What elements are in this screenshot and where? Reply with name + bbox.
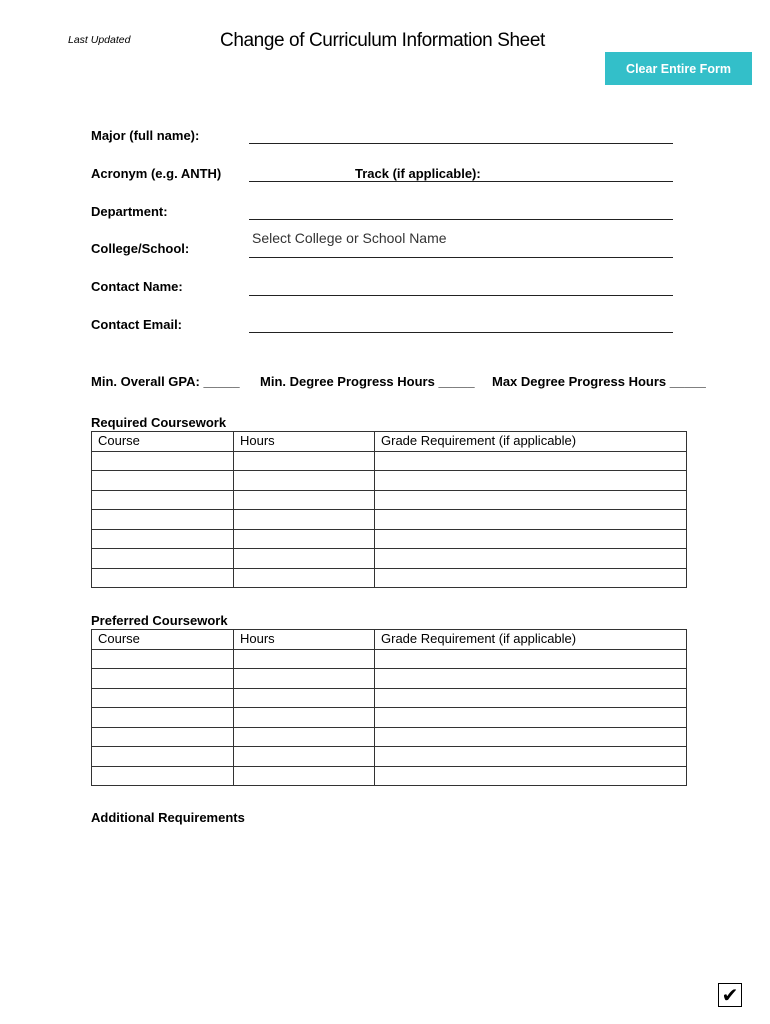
column-header-course: Course: [92, 630, 234, 650]
course-cell[interactable]: [92, 529, 234, 549]
course-cell[interactable]: [92, 708, 234, 728]
course-cell[interactable]: [92, 490, 234, 510]
grade-cell[interactable]: [375, 510, 687, 530]
table-row: [92, 766, 687, 786]
table-row: [92, 510, 687, 530]
hours-cell[interactable]: [234, 451, 375, 471]
course-cell[interactable]: [92, 688, 234, 708]
hours-cell[interactable]: [234, 510, 375, 530]
table-row: [92, 747, 687, 767]
table-row: [92, 471, 687, 491]
table-row: [92, 529, 687, 549]
course-cell[interactable]: [92, 649, 234, 669]
column-header-grade: Grade Requirement (if applicable): [375, 630, 687, 650]
course-cell[interactable]: [92, 727, 234, 747]
hours-cell[interactable]: [234, 490, 375, 510]
department-label: Department:: [91, 204, 168, 219]
min-hours-field[interactable]: Min. Degree Progress Hours _____: [260, 374, 475, 389]
table-row: [92, 688, 687, 708]
college-select[interactable]: Select College or School Name: [252, 230, 447, 246]
course-cell[interactable]: [92, 766, 234, 786]
additional-requirements-title: Additional Requirements: [91, 810, 245, 825]
course-cell[interactable]: [92, 747, 234, 767]
grade-cell[interactable]: [375, 451, 687, 471]
contact-email-label: Contact Email:: [91, 317, 183, 332]
table-row: [92, 727, 687, 747]
table-row: [92, 451, 687, 471]
table-header-row: [92, 630, 687, 650]
hours-cell[interactable]: [234, 669, 375, 689]
table-row: [92, 549, 687, 569]
major-label: Major (full name):: [91, 128, 200, 143]
grade-cell[interactable]: [375, 471, 687, 491]
track-label: Track (if applicable):: [355, 166, 481, 181]
table-header-row: [92, 432, 687, 452]
grade-cell[interactable]: [375, 529, 687, 549]
preferred-coursework-title: Preferred Coursework: [91, 613, 228, 628]
table-row: [92, 669, 687, 689]
table-row: [92, 568, 687, 588]
page-title: Change of Curriculum Information Sheet: [220, 30, 545, 51]
grade-cell[interactable]: [375, 727, 687, 747]
table-row: [92, 649, 687, 669]
hours-cell[interactable]: [234, 708, 375, 728]
column-header-hours: Hours: [234, 432, 375, 452]
hours-cell[interactable]: [234, 747, 375, 767]
grade-cell[interactable]: [375, 747, 687, 767]
major-field[interactable]: [249, 143, 673, 144]
table-row: [92, 490, 687, 510]
acronym-label: Acronym (e.g. ANTH): [91, 166, 222, 181]
grade-cell[interactable]: [375, 708, 687, 728]
hours-cell[interactable]: [234, 471, 375, 491]
college-select-underline: [249, 257, 673, 258]
checkmark-icon[interactable]: ✔: [718, 983, 742, 1007]
college-label: College/School:: [91, 241, 190, 256]
preferred-coursework-table: [91, 629, 687, 786]
min-gpa-field[interactable]: Min. Overall GPA: _____: [91, 374, 240, 389]
hours-cell[interactable]: [234, 727, 375, 747]
department-field[interactable]: [249, 219, 673, 220]
table-row: [92, 708, 687, 728]
grade-cell[interactable]: [375, 549, 687, 569]
course-cell[interactable]: [92, 669, 234, 689]
acronym-track-field[interactable]: [249, 181, 673, 182]
column-header-course: Course: [92, 432, 234, 452]
hours-cell[interactable]: [234, 649, 375, 669]
course-cell[interactable]: [92, 510, 234, 530]
column-header-hours: Hours: [234, 630, 375, 650]
grade-cell[interactable]: [375, 568, 687, 588]
grade-cell[interactable]: [375, 688, 687, 708]
grade-cell[interactable]: [375, 766, 687, 786]
course-cell[interactable]: [92, 549, 234, 569]
column-header-grade: Grade Requirement (if applicable): [375, 432, 687, 452]
required-coursework-table: [91, 431, 687, 588]
max-hours-field[interactable]: Max Degree Progress Hours _____: [492, 374, 706, 389]
contact-email-field[interactable]: [249, 332, 673, 333]
grade-cell[interactable]: [375, 669, 687, 689]
contact-name-field[interactable]: [249, 295, 673, 296]
course-cell[interactable]: [92, 451, 234, 471]
contact-name-label: Contact Name:: [91, 279, 183, 294]
course-cell[interactable]: [92, 568, 234, 588]
clear-form-button[interactable]: Clear Entire Form: [605, 52, 752, 85]
required-coursework-title: Required Coursework: [91, 415, 227, 430]
hours-cell[interactable]: [234, 766, 375, 786]
course-cell[interactable]: [92, 471, 234, 491]
grade-cell[interactable]: [375, 649, 687, 669]
last-updated-label: Last Updated: [68, 34, 131, 46]
hours-cell[interactable]: [234, 568, 375, 588]
hours-cell[interactable]: [234, 688, 375, 708]
hours-cell[interactable]: [234, 529, 375, 549]
grade-cell[interactable]: [375, 490, 687, 510]
hours-cell[interactable]: [234, 549, 375, 569]
